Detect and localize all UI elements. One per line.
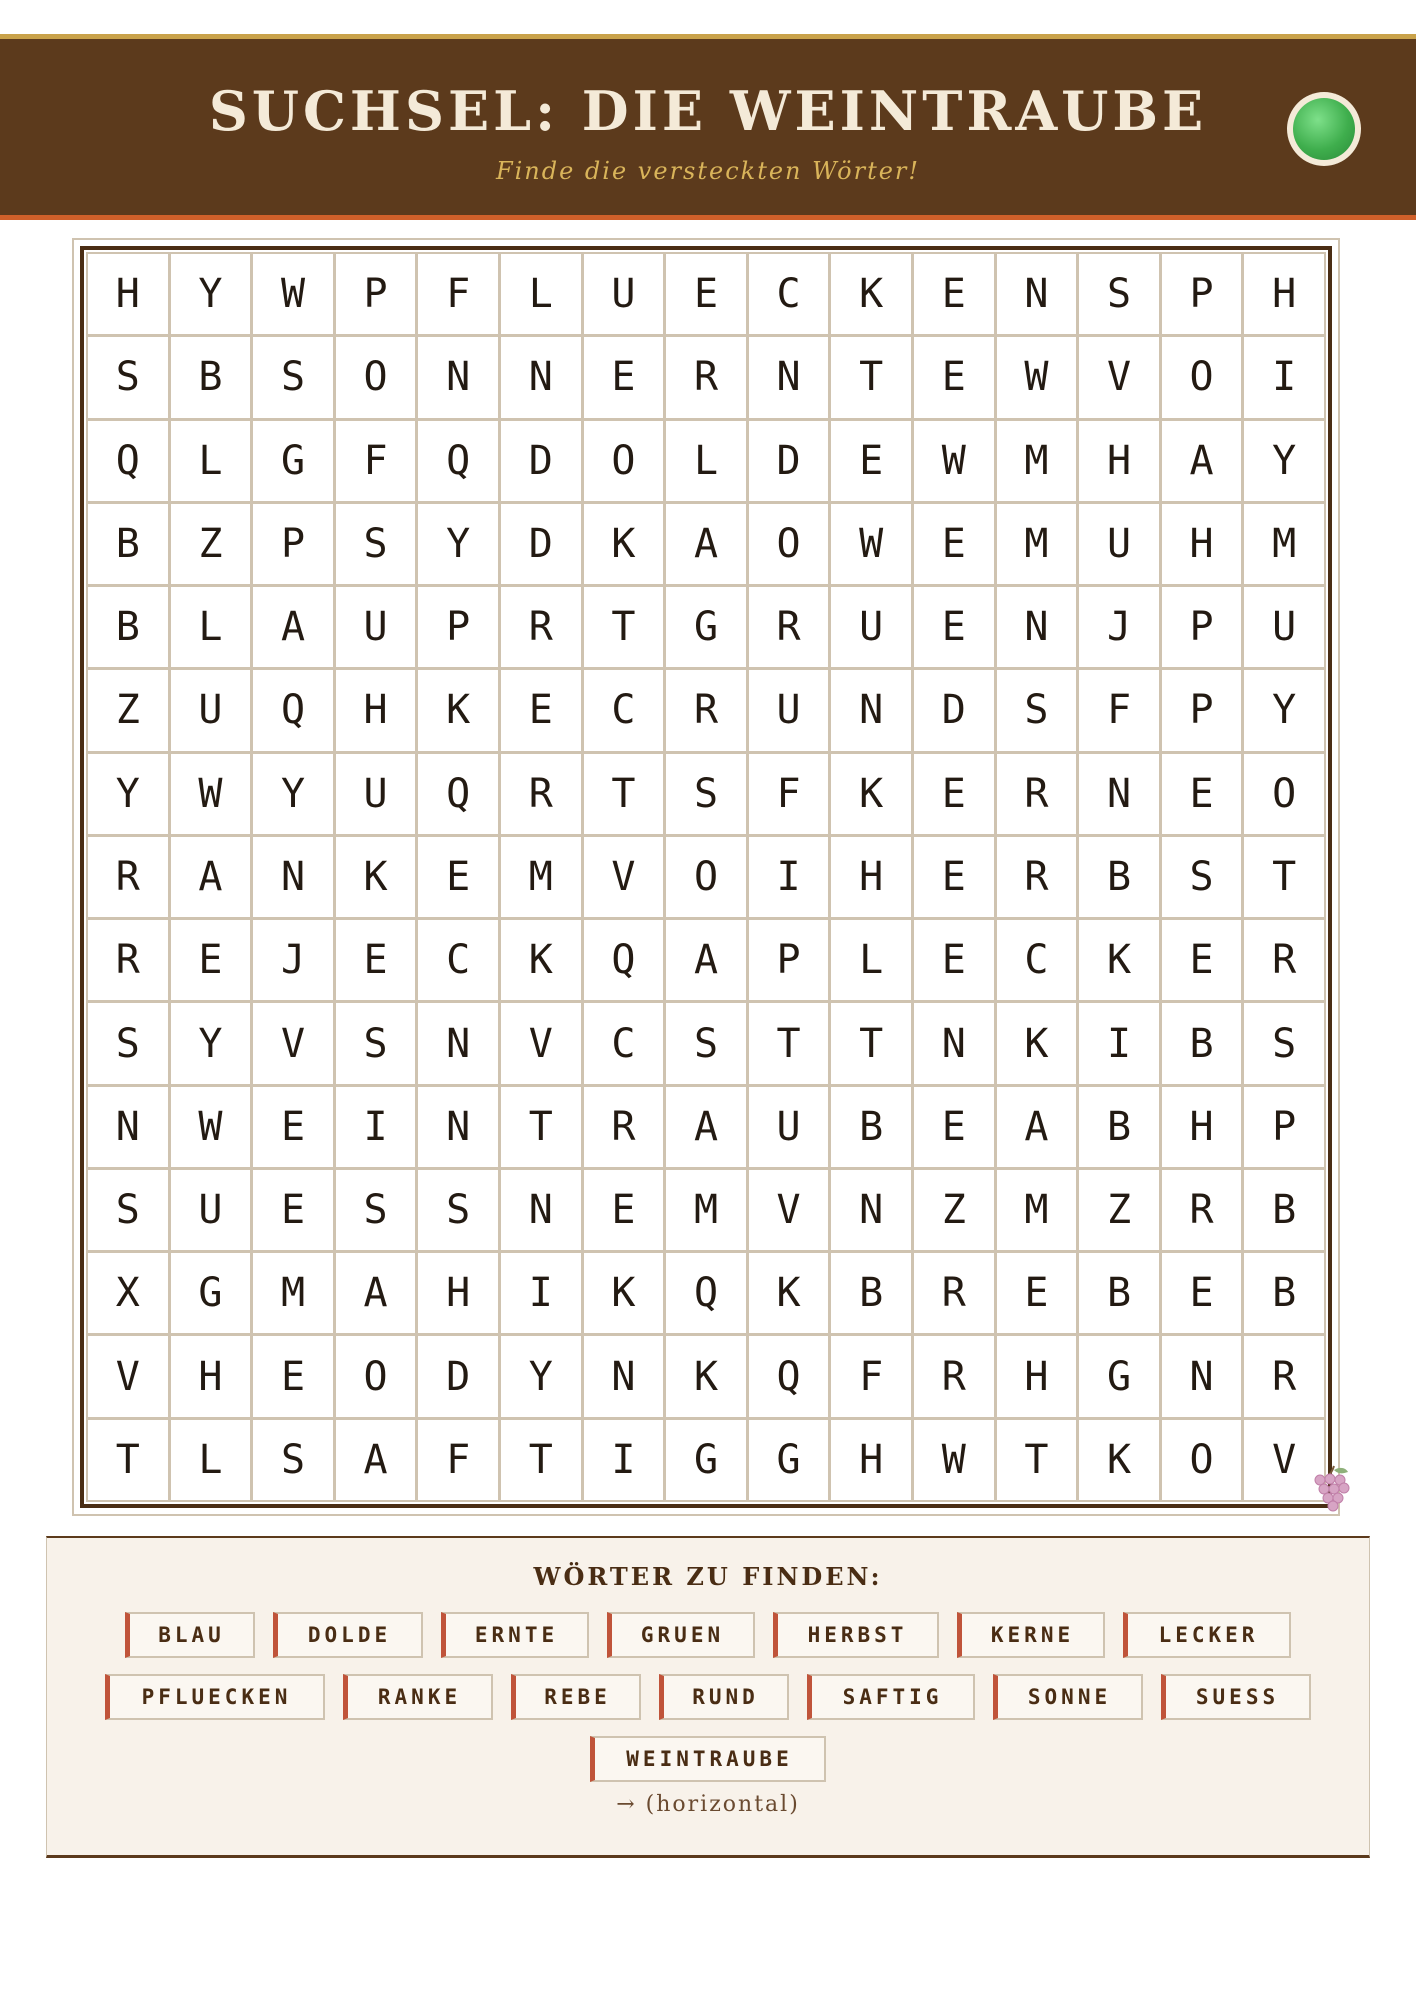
grid-cell[interactable]: H (418, 1253, 498, 1333)
grid-cell[interactable]: O (1162, 1420, 1242, 1500)
grid-cell[interactable]: N (831, 1170, 911, 1250)
grid-cell[interactable]: E (831, 421, 911, 501)
grid-cell[interactable]: A (336, 1253, 416, 1333)
grid-cell[interactable]: T (584, 587, 664, 667)
grid-cell[interactable]: O (584, 421, 664, 501)
word-tag[interactable]: WEINTRAUBE (590, 1736, 826, 1782)
grid-cell[interactable]: Q (749, 1336, 829, 1416)
grid-cell[interactable]: D (418, 1336, 498, 1416)
grid-cell[interactable]: N (831, 670, 911, 750)
grid-cell[interactable]: D (501, 421, 581, 501)
grid-cell[interactable]: O (1244, 754, 1324, 834)
grid-cell[interactable]: S (336, 1003, 416, 1083)
grid-cell[interactable]: S (1244, 1003, 1324, 1083)
word-tag[interactable]: LECKER (1123, 1612, 1291, 1658)
grid-cell[interactable]: U (171, 670, 251, 750)
grid-cell[interactable]: S (336, 1170, 416, 1250)
grid-cell[interactable]: C (997, 920, 1077, 1000)
grid-cell[interactable]: E (171, 920, 251, 1000)
grid-cell[interactable]: S (88, 1170, 168, 1250)
letter-grid (86, 252, 1326, 1502)
grid-cell[interactable]: S (997, 670, 1077, 750)
grid-cell[interactable]: E (253, 1336, 333, 1416)
grid-cell[interactable]: Z (171, 504, 251, 584)
grid-cell[interactable]: U (171, 1170, 251, 1250)
grid-cell[interactable]: G (1079, 1336, 1159, 1416)
grid-cell[interactable]: R (88, 920, 168, 1000)
grid-cell[interactable]: P (1162, 254, 1242, 334)
grid-cell[interactable]: A (666, 920, 746, 1000)
grid-cell[interactable]: Q (253, 670, 333, 750)
grid-cell[interactable]: A (666, 1087, 746, 1167)
grid-cell[interactable]: N (997, 587, 1077, 667)
grid-cell[interactable]: I (749, 837, 829, 917)
grid-cell[interactable]: J (1079, 587, 1159, 667)
grid-cell[interactable]: Q (418, 421, 498, 501)
grid-cell[interactable]: Y (253, 754, 333, 834)
page-subtitle: Finde die versteckten Wörter! (495, 157, 921, 185)
grid-cell[interactable]: E (914, 587, 994, 667)
word-tag[interactable]: PFLUECKEN (105, 1674, 325, 1720)
grid-cell[interactable]: H (1244, 254, 1324, 334)
grid-cell[interactable]: M (501, 837, 581, 917)
grid-cell[interactable]: K (997, 1003, 1077, 1083)
grid-cell[interactable]: B (1244, 1170, 1324, 1250)
grid-cell[interactable]: A (1162, 421, 1242, 501)
grid-cell[interactable]: E (914, 337, 994, 417)
grid-cell[interactable]: F (418, 254, 498, 334)
grid-cell[interactable]: H (831, 1420, 911, 1500)
word-tag[interactable]: HERBST (773, 1612, 939, 1658)
grid-cell[interactable]: G (171, 1253, 251, 1333)
grid-cell[interactable]: G (253, 421, 333, 501)
grid-cell[interactable]: H (831, 837, 911, 917)
grid-cell[interactable]: W (914, 1420, 994, 1500)
grid-cell[interactable]: S (418, 1170, 498, 1250)
grid-cell[interactable]: A (666, 504, 746, 584)
grid-cell[interactable]: Y (1244, 670, 1324, 750)
grid-cell[interactable]: K (1079, 1420, 1159, 1500)
grid-cell[interactable]: D (749, 421, 829, 501)
grid-cell[interactable]: P (418, 587, 498, 667)
grid-cell[interactable]: N (418, 337, 498, 417)
grid-cell[interactable]: Y (171, 254, 251, 334)
grid-cell[interactable]: F (749, 754, 829, 834)
grid-cell[interactable]: O (666, 837, 746, 917)
grid-cell[interactable]: P (749, 920, 829, 1000)
grid-cell[interactable]: P (1244, 1087, 1324, 1167)
grid-cell[interactable]: K (584, 1253, 664, 1333)
grid-cell[interactable]: U (584, 254, 664, 334)
grid-cell[interactable]: N (501, 337, 581, 417)
grid-cell[interactable]: E (253, 1087, 333, 1167)
grid-cell[interactable]: E (914, 754, 994, 834)
grid-cell[interactable]: G (666, 1420, 746, 1500)
grid-cell[interactable]: A (171, 837, 251, 917)
grid-cell[interactable]: I (1079, 1003, 1159, 1083)
grid-cell[interactable]: I (501, 1253, 581, 1333)
grid-cell[interactable]: P (1162, 587, 1242, 667)
grid-cell[interactable]: E (997, 1253, 1077, 1333)
grid-cell[interactable]: G (666, 587, 746, 667)
grid-cell[interactable]: W (171, 1087, 251, 1167)
green-circle-badge-icon (1287, 92, 1361, 166)
grid-cell[interactable]: V (88, 1336, 168, 1416)
grid-cell[interactable]: S (666, 754, 746, 834)
grid-cell[interactable]: V (501, 1003, 581, 1083)
grid-cell[interactable]: Z (914, 1170, 994, 1250)
grid-cell[interactable]: R (914, 1336, 994, 1416)
grid-cell[interactable]: K (666, 1336, 746, 1416)
grid-cell[interactable]: C (584, 1003, 664, 1083)
grid-cell[interactable]: V (1079, 337, 1159, 417)
grid-cell[interactable]: R (88, 837, 168, 917)
grid-cell[interactable]: B (831, 1253, 911, 1333)
grid-cell[interactable]: F (418, 1420, 498, 1500)
grid-cell[interactable]: K (501, 920, 581, 1000)
grid-cell[interactable]: O (336, 337, 416, 417)
grid-cell[interactable]: M (997, 1170, 1077, 1250)
grid-cell[interactable]: R (501, 754, 581, 834)
grid-cell[interactable]: V (253, 1003, 333, 1083)
grid-cell[interactable]: N (997, 254, 1077, 334)
grid-cell[interactable]: L (501, 254, 581, 334)
grid-cell[interactable]: E (914, 504, 994, 584)
grid-cell[interactable]: B (1079, 1253, 1159, 1333)
grid-cell[interactable]: K (749, 1253, 829, 1333)
grid-cell[interactable]: H (997, 1336, 1077, 1416)
grid-cell[interactable]: R (997, 754, 1077, 834)
grid-cell[interactable]: E (336, 920, 416, 1000)
grid-cell[interactable]: E (914, 837, 994, 917)
word-row (47, 1736, 1369, 1782)
grid-cell[interactable]: V (584, 837, 664, 917)
grid-cell[interactable]: K (584, 504, 664, 584)
grid-cell[interactable]: Y (501, 1336, 581, 1416)
grid-cell[interactable]: N (749, 337, 829, 417)
grid-cell[interactable]: N (1079, 754, 1159, 834)
grid-cell[interactable]: W (914, 421, 994, 501)
grid-cell[interactable]: E (584, 337, 664, 417)
grid-cell[interactable]: B (1162, 1003, 1242, 1083)
word-tag[interactable]: BLAU (125, 1612, 255, 1658)
grid-cell[interactable]: E (1162, 754, 1242, 834)
grid-cell[interactable]: E (666, 254, 746, 334)
grid-cell[interactable]: N (501, 1170, 581, 1250)
grid-cell[interactable]: E (914, 1087, 994, 1167)
grid-cell[interactable]: U (1079, 504, 1159, 584)
grid-cell[interactable]: Y (1244, 421, 1324, 501)
grid-cell[interactable]: I (584, 1420, 664, 1500)
grid-cell[interactable]: E (253, 1170, 333, 1250)
grid-cell[interactable]: E (914, 920, 994, 1000)
grid-cell[interactable]: T (749, 1003, 829, 1083)
grid-cell[interactable]: E (914, 254, 994, 334)
grid-cell[interactable]: Z (1079, 1170, 1159, 1250)
grid-cell[interactable]: N (584, 1336, 664, 1416)
grid-cell[interactable]: P (336, 254, 416, 334)
grid-cell[interactable]: R (666, 670, 746, 750)
grid-cell[interactable]: U (831, 587, 911, 667)
grid-cell[interactable]: N (418, 1003, 498, 1083)
grid-cell[interactable]: K (1079, 920, 1159, 1000)
grid-cell[interactable]: L (171, 587, 251, 667)
grid-cell[interactable]: A (997, 1087, 1077, 1167)
grid-cell[interactable]: H (171, 1336, 251, 1416)
grid-cell[interactable]: B (831, 1087, 911, 1167)
word-tag[interactable]: RUND (659, 1674, 789, 1720)
grid-cell[interactable]: W (831, 504, 911, 584)
grid-cell[interactable]: T (831, 1003, 911, 1083)
grid-cell[interactable]: T (831, 337, 911, 417)
grid-cell[interactable]: Y (418, 504, 498, 584)
grid-cell[interactable]: L (171, 1420, 251, 1500)
grid-cell[interactable]: O (336, 1336, 416, 1416)
grid-cell[interactable]: Q (418, 754, 498, 834)
grid-cell[interactable]: E (1162, 920, 1242, 1000)
grid-cell[interactable]: F (1079, 670, 1159, 750)
grid-cell[interactable]: V (749, 1170, 829, 1250)
grid-cell[interactable]: E (1162, 1253, 1242, 1333)
grid-cell[interactable]: U (749, 1087, 829, 1167)
grid-cell[interactable]: R (997, 837, 1077, 917)
grid-cell[interactable]: M (997, 504, 1077, 584)
grid-cell[interactable]: T (501, 1087, 581, 1167)
grid-cell[interactable]: U (749, 670, 829, 750)
grid-cell[interactable]: X (88, 1253, 168, 1333)
grid-cell[interactable]: M (253, 1253, 333, 1333)
grid-cell[interactable]: S (666, 1003, 746, 1083)
grid-cell[interactable]: U (336, 754, 416, 834)
grid-cell[interactable]: H (1079, 421, 1159, 501)
grid-cell[interactable]: K (336, 837, 416, 917)
grid-cell[interactable]: T (1244, 837, 1324, 917)
word-tag[interactable]: SAFTIG (807, 1674, 975, 1720)
grid-cell[interactable]: S (1162, 837, 1242, 917)
grid-cell[interactable]: C (418, 920, 498, 1000)
grid-cell[interactable]: M (666, 1170, 746, 1250)
grid-cell[interactable]: C (749, 254, 829, 334)
grid-cell[interactable]: E (584, 1170, 664, 1250)
grid-cell[interactable]: R (1244, 1336, 1324, 1416)
grid-cell[interactable]: E (501, 670, 581, 750)
grid-cell[interactable]: O (1162, 337, 1242, 417)
grid-cell[interactable]: V (1244, 1420, 1324, 1500)
grid-cell[interactable]: Q (584, 920, 664, 1000)
grid-cell[interactable]: E (418, 837, 498, 917)
grid-cell[interactable]: P (253, 504, 333, 584)
grid-cell[interactable]: B (1079, 1087, 1159, 1167)
grid-cell[interactable]: K (831, 754, 911, 834)
grid-cell[interactable]: O (749, 504, 829, 584)
grid-cell[interactable]: S (336, 504, 416, 584)
word-tag[interactable]: SUESS (1161, 1674, 1311, 1720)
grid-cell[interactable]: N (914, 1003, 994, 1083)
grid-cell[interactable]: N (88, 1087, 168, 1167)
grid-cell[interactable]: D (501, 504, 581, 584)
grid-cell[interactable]: W (253, 254, 333, 334)
grid-cell[interactable]: U (336, 587, 416, 667)
word-list-heading: WÖRTER ZU FINDEN: (533, 1562, 883, 1591)
grid-cell[interactable]: N (418, 1087, 498, 1167)
grid-cell[interactable]: Q (666, 1253, 746, 1333)
grid-cell[interactable]: K (831, 254, 911, 334)
grid-cell[interactable]: G (749, 1420, 829, 1500)
grid-cell[interactable]: L (171, 421, 251, 501)
grid-cell[interactable]: L (666, 421, 746, 501)
grid-cell[interactable]: S (253, 1420, 333, 1500)
grid-cell[interactable]: B (171, 337, 251, 417)
grid-cell[interactable]: R (914, 1253, 994, 1333)
grid-cell[interactable]: T (584, 754, 664, 834)
grid-cell[interactable]: Y (171, 1003, 251, 1083)
grid-cell[interactable]: Q (88, 421, 168, 501)
grid-cell[interactable]: S (88, 1003, 168, 1083)
grid-cell[interactable]: R (584, 1087, 664, 1167)
grid-cell[interactable]: M (1244, 504, 1324, 584)
word-tag[interactable]: DOLDE (273, 1612, 423, 1658)
grid-cell[interactable]: H (336, 670, 416, 750)
word-tag[interactable]: RANKE (343, 1674, 493, 1720)
grid-cell[interactable]: U (1244, 587, 1324, 667)
grid-cell[interactable]: P (1162, 670, 1242, 750)
grid-cell[interactable]: D (914, 670, 994, 750)
grid-cell[interactable]: S (253, 337, 333, 417)
grid-cell[interactable]: R (1162, 1170, 1242, 1250)
word-list-panel (46, 1536, 1370, 1858)
grid-cell[interactable]: A (336, 1420, 416, 1500)
letter-grid-container (80, 246, 1332, 1508)
grid-cell[interactable]: L (831, 920, 911, 1000)
header-banner (0, 34, 1416, 220)
grid-cell[interactable]: F (831, 1336, 911, 1416)
grid-cell[interactable]: R (749, 587, 829, 667)
word-row (47, 1674, 1369, 1720)
word-tag[interactable]: SONNE (993, 1674, 1143, 1720)
grid-cell[interactable]: W (997, 337, 1077, 417)
grid-cell[interactable]: T (997, 1420, 1077, 1500)
grid-cell[interactable]: H (1162, 1087, 1242, 1167)
grid-cell[interactable]: B (88, 587, 168, 667)
grid-cell[interactable]: F (336, 421, 416, 501)
word-tag[interactable]: REBE (511, 1674, 641, 1720)
grid-cell[interactable]: Z (88, 670, 168, 750)
grid-cell[interactable]: C (584, 670, 664, 750)
grid-cell[interactable]: R (1244, 920, 1324, 1000)
grid-cell[interactable]: I (1244, 337, 1324, 417)
grid-cell[interactable]: R (666, 337, 746, 417)
page-title: SUCHSEL: DIE WEINTRAUBE (208, 79, 1208, 143)
grid-cell[interactable]: S (88, 337, 168, 417)
grid-cell[interactable]: T (501, 1420, 581, 1500)
grid-cell[interactable]: B (1244, 1253, 1324, 1333)
grid-cell[interactable]: H (1162, 504, 1242, 584)
grid-cell[interactable]: N (253, 837, 333, 917)
grid-cell[interactable]: B (88, 504, 168, 584)
grid-cell[interactable]: T (88, 1420, 168, 1500)
grid-cell[interactable]: M (997, 421, 1077, 501)
word-tag[interactable]: GRUEN (607, 1612, 755, 1658)
grid-cell[interactable]: Y (88, 754, 168, 834)
word-row (47, 1612, 1369, 1658)
word-tag[interactable]: KERNE (957, 1612, 1105, 1658)
grid-cell[interactable]: I (336, 1087, 416, 1167)
grid-cell[interactable]: J (253, 920, 333, 1000)
grid-cell[interactable]: W (171, 754, 251, 834)
word-tag[interactable]: ERNTE (441, 1612, 589, 1658)
grid-cell[interactable]: K (418, 670, 498, 750)
grid-cell[interactable]: B (1079, 837, 1159, 917)
grid-cell[interactable]: N (1162, 1336, 1242, 1416)
grape-icon (1310, 1464, 1356, 1512)
grid-cell[interactable]: R (501, 587, 581, 667)
direction-hint: → (horizontal) (616, 1792, 800, 1817)
grid-cell[interactable]: A (253, 587, 333, 667)
grid-cell[interactable]: S (1079, 254, 1159, 334)
grid-cell[interactable]: H (88, 254, 168, 334)
